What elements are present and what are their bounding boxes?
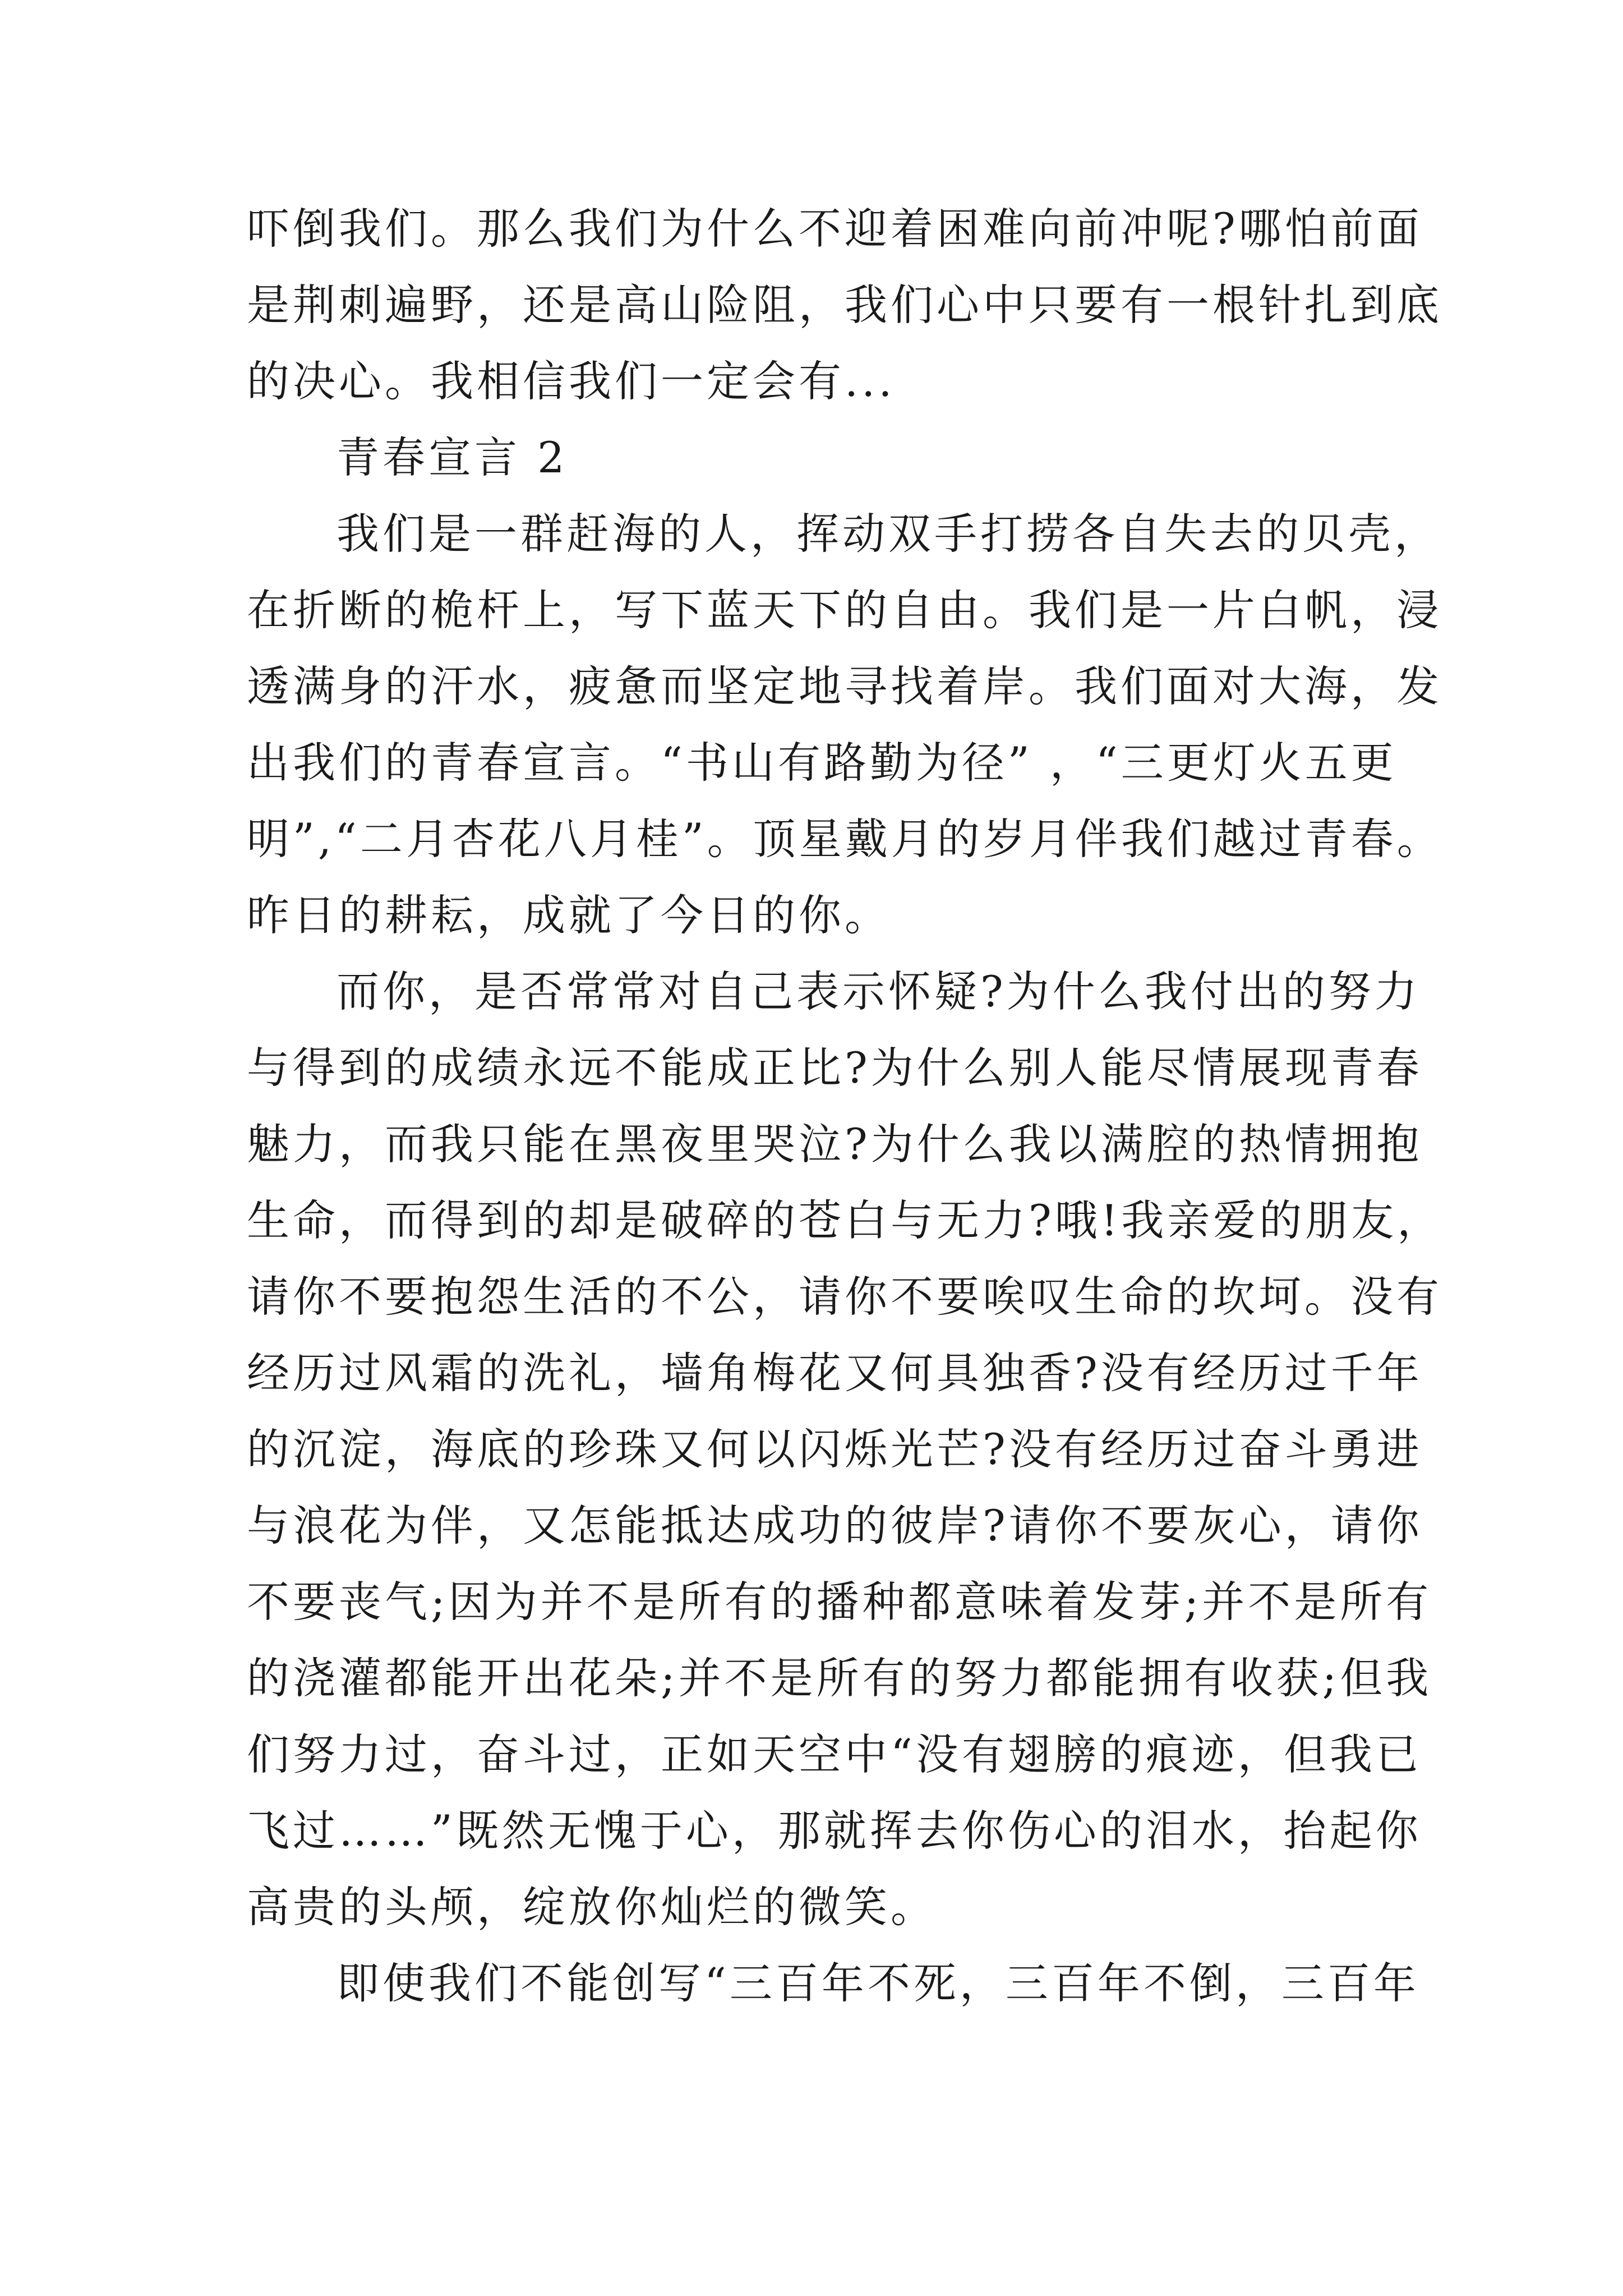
text-line: 的浇灌都能开出花朵;并不是所有的努力都能拥有收获;但我 [247, 1653, 1432, 1703]
paragraph-first-line: 而你，是否常常对自己表示怀疑?为什么我付出的努力 [336, 967, 1421, 1016]
text-line: 出我们的青春宣言。“书山有路勤为径” ，“三更灯火五更 [247, 738, 1397, 788]
text-line: 与得到的成绩永远不能成正比?为什么别人能尽情展现青春 [247, 1043, 1423, 1093]
text-line: 们努力过，奋斗过，正如天空中“没有翅膀的痕迹，但我已 [247, 1729, 1422, 1779]
text-line: 魅力，而我只能在黑夜里哭泣?为什么我以满腔的热情拥抱 [247, 1119, 1423, 1169]
section-heading: 青春宣言 2 [336, 432, 568, 482]
text-line: 不要丧气;因为并不是所有的播种都意味着发芽;并不是所有 [247, 1577, 1432, 1627]
text-line: 高贵的头颅，绽放你灿烂的微笑。 [247, 1882, 937, 1932]
text-line: 与浪花为伴，又怎能抵达成功的彼岸?请你不要灰心，请你 [247, 1501, 1423, 1550]
text-line: 生命，而得到的却是破碎的苍白与无力?哦!我亲爱的朋友， [247, 1195, 1444, 1245]
document-body [247, 191, 1444, 2022]
text-line: 经历过风霜的洗礼，墙角梅花又何具独香?没有经历过千年 [247, 1348, 1423, 1398]
text-line: 的沉淀，海底的珍珠又何以闪烁光芒?没有经历过奋斗勇进 [247, 1424, 1423, 1474]
text-line: 昨日的耕耘，成就了今日的你。 [247, 890, 891, 940]
text-line: 的决心。我相信我们一定会有... [247, 356, 896, 406]
text-line: 请你不要抱怨生活的不公，请你不要唉叹生命的坎坷。没有 [247, 1272, 1442, 1322]
text-line: 明”,“二月杏花八月桂”。顶星戴月的岁月伴我们越过青春。 [247, 814, 1443, 864]
text-line: 吓倒我们。那么我们为什么不迎着困难向前冲呢?哪怕前面 [247, 204, 1423, 254]
paragraph-first-line: 我们是一群赶海的人，挥动双手打捞各自失去的贝壳， [336, 509, 1440, 559]
text-line: 飞过……”既然无愧于心，那就挥去你伤心的泪水，抬起你 [247, 1806, 1422, 1856]
text-line: 是荆刺遍野，还是高山险阻，我们心中只要有一根针扎到底 [247, 280, 1442, 330]
text-line: 在折断的桅杆上，写下蓝天下的自由。我们是一片白帆，浸 [247, 585, 1442, 635]
text-line: 透满身的汗水，疲惫而坚定地寻找着岸。我们面对大海，发 [247, 661, 1442, 711]
paragraph-first-line: 即使我们不能创写“三百年不死，三百年不倒，三百年 [336, 1958, 1419, 2008]
